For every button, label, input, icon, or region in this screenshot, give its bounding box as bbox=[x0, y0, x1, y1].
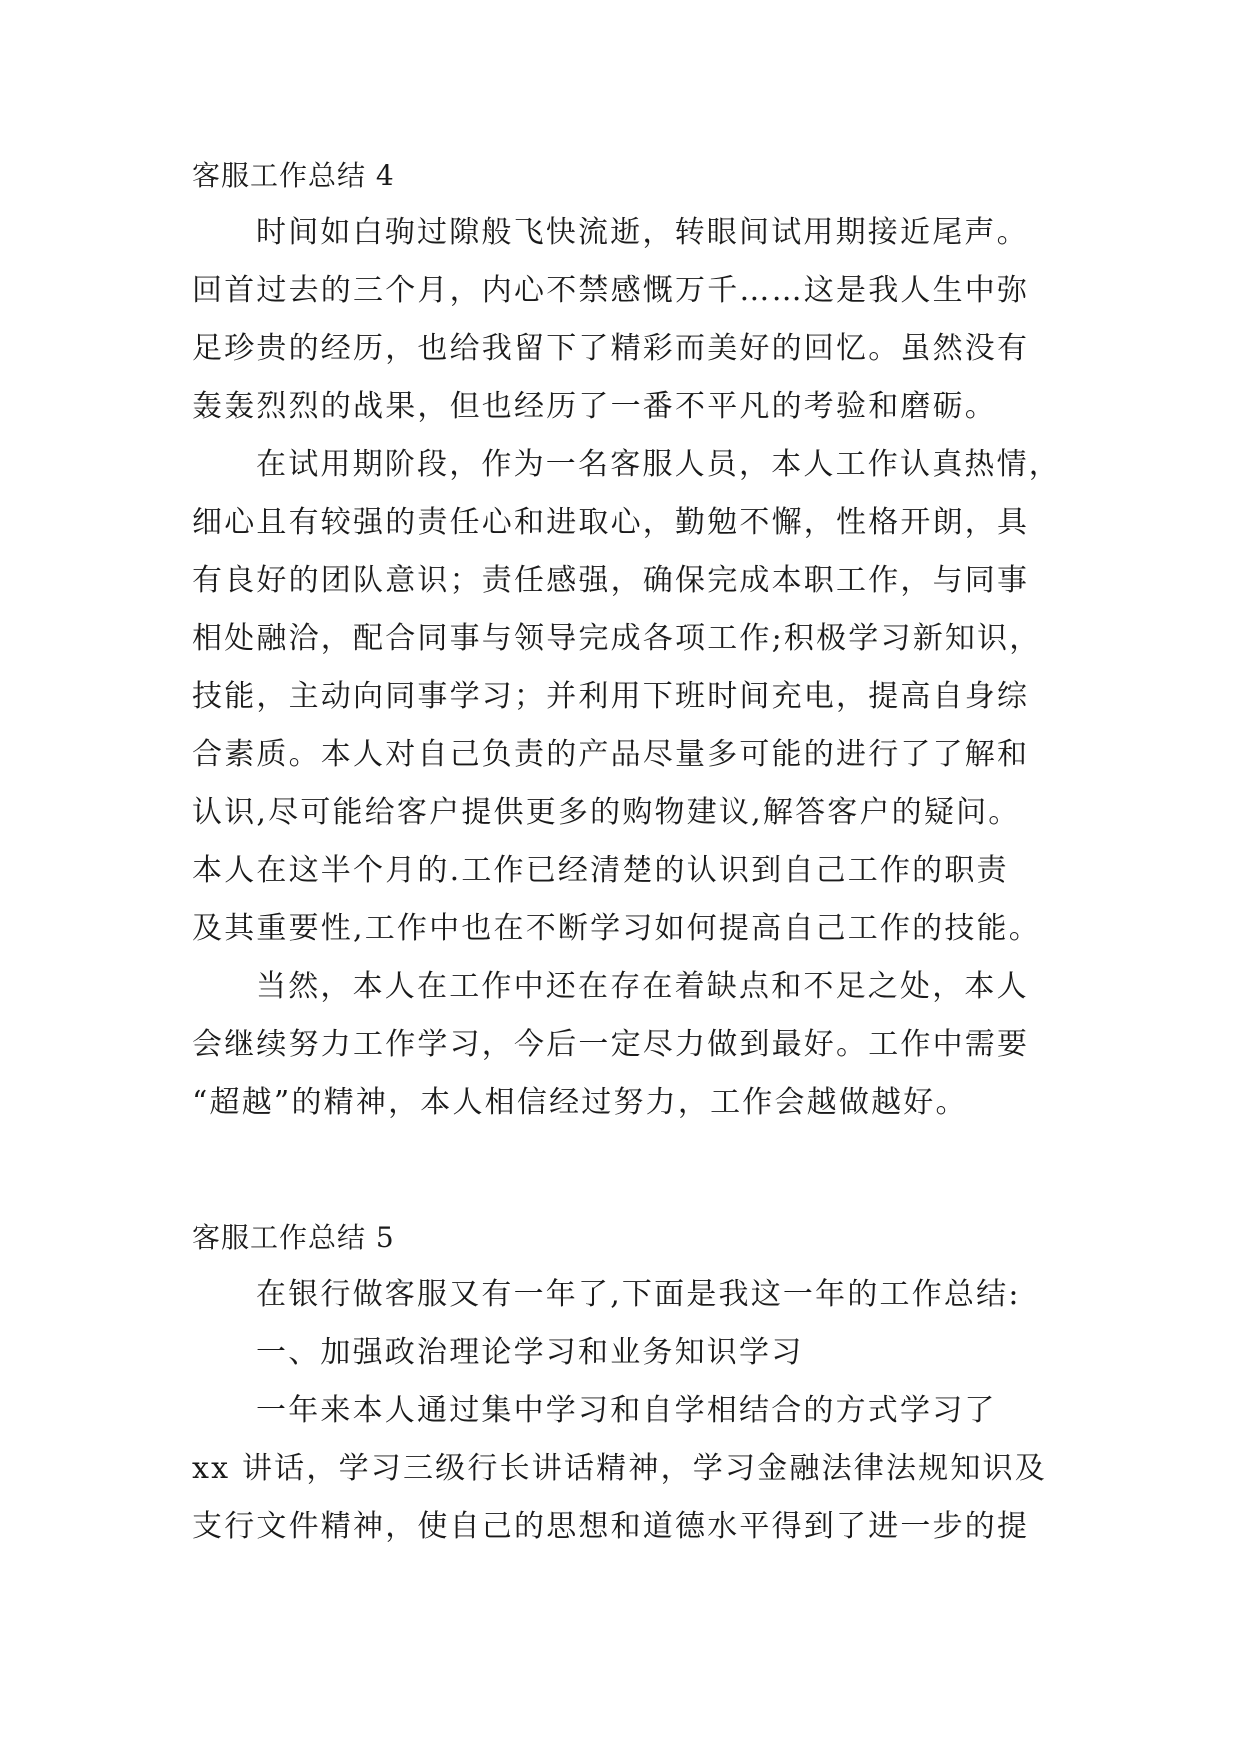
text-line: 一年来本人通过集中学习和自学相结合的方式学习了 bbox=[256, 1393, 997, 1428]
text-line: 回首过去的三个月，内心不禁感慨万千……这是我人生中弥 bbox=[192, 273, 1030, 308]
text-line: xx 讲话，学习三级行长讲话精神，学习金融法律法规知识及 bbox=[192, 1451, 1047, 1486]
paragraph bbox=[192, 1266, 1062, 1324]
section-summary-4 bbox=[192, 148, 1062, 1132]
text-line: 合素质。本人对自己负责的产品尽量多可能的进行了了解和 bbox=[192, 737, 1030, 772]
text-line: 当然，本人在工作中还在存在着缺点和不足之处，本人 bbox=[256, 969, 1029, 1004]
text-line: “超越”的精神，本人相信经过努力，工作会越做越好。 bbox=[192, 1085, 968, 1120]
text-line: 在试用期阶段，作为一名客服人员，本人工作认真热情， bbox=[256, 447, 1061, 482]
text-line: 时间如白驹过隙般飞快流逝，转眼间试用期接近尾声。 bbox=[256, 215, 1029, 250]
text-line: 会继续努力工作学习，今后一定尽力做到最好。工作中需要 bbox=[192, 1027, 1030, 1062]
text-line: 本人在这半个月的.工作已经清楚的认识到自己工作的职责 bbox=[192, 853, 1009, 888]
text-line: 支行文件精神，使自己的思想和道德水平得到了进一步的提 bbox=[192, 1509, 1030, 1544]
paragraph bbox=[192, 436, 1062, 958]
text-line: 细心且有较强的责任心和进取心，勤勉不懈，性格开朗，具 bbox=[192, 505, 1030, 540]
paragraph bbox=[192, 204, 1062, 436]
text-line: 认识,尽可能给客户提供更多的购物建议,解答客户的疑问。 bbox=[192, 795, 1021, 830]
text-line: 在银行做客服又有一年了,下面是我这一年的工作总结: bbox=[256, 1277, 1021, 1312]
section-heading: 客服工作总结 5 bbox=[192, 1221, 395, 1254]
text-line: 足珍贵的经历，也给我留下了精彩而美好的回忆。虽然没有 bbox=[192, 331, 1030, 366]
text-line: 技能，主动向同事学习；并利用下班时间充电，提高自身综 bbox=[192, 679, 1030, 714]
text-line: 轰轰烈烈的战果，但也经历了一番不平凡的考验和磨砺。 bbox=[192, 389, 997, 424]
text-line: 相处融洽，配合同事与领导完成各项工作;积极学习新知识， bbox=[192, 621, 1042, 656]
subheading-line: 一、加强政治理论学习和业务知识学习 bbox=[256, 1335, 804, 1370]
section-summary-5 bbox=[192, 1210, 1062, 1556]
text-line: 及其重要性,工作中也在不断学习如何提高自己工作的技能。 bbox=[192, 911, 1041, 946]
text-line: 有良好的团队意识；责任感强，确保完成本职工作，与同事 bbox=[192, 563, 1030, 598]
paragraph bbox=[192, 1382, 1062, 1556]
paragraph bbox=[192, 1324, 1062, 1382]
paragraph bbox=[192, 958, 1062, 1132]
section-heading: 客服工作总结 4 bbox=[192, 159, 395, 192]
